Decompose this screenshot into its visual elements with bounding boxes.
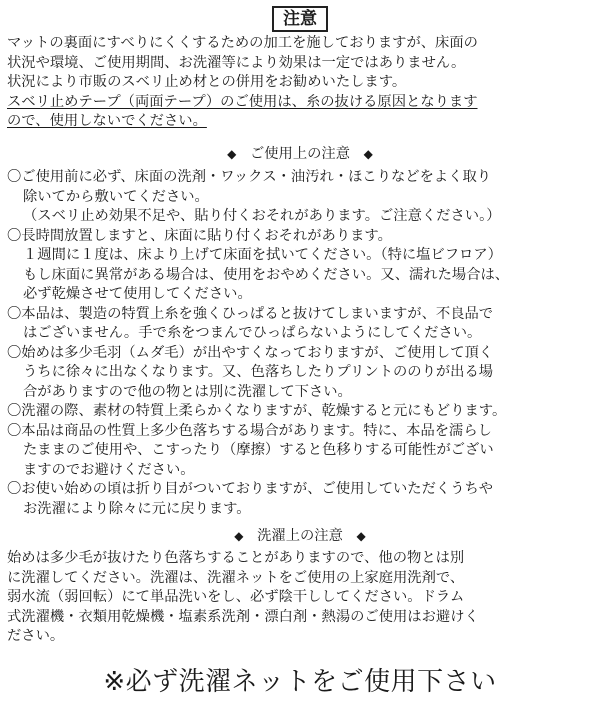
item-line: もし床面に異常がある場合は、使用をおやめください。又、濡れた場合は、 xyxy=(23,266,510,283)
item-line: 〇始めは多少毛羽（ムダ毛）が出やすくなっておりますが、ご使用して頂く xyxy=(7,344,494,361)
washing-line: 弱水流（弱回転）にて単品洗いをし、必ず陰干ししてください。ドラム xyxy=(7,589,465,605)
washing-heading-text: 洗濯上の注意 xyxy=(257,528,343,544)
washing-line: 始めは多少毛が抜けたり色落ちすることがありますので、他の物とは別 xyxy=(7,550,465,566)
list-item xyxy=(7,344,597,403)
list-item xyxy=(7,168,597,227)
washing-heading xyxy=(0,527,600,546)
washing-line: 式洗濯機・衣類用乾燥機・塩素系洗剤・漂白剤・熱湯のご使用はお避けく xyxy=(7,608,479,625)
page-title: 注意 xyxy=(272,6,328,32)
item-line: お洗濯により除々に元に戻ります。 xyxy=(23,500,251,517)
item-line: 〇長時間放置しますと、床面に貼り付くおそれがあります。 xyxy=(7,227,392,244)
diamond-icon: ◆ xyxy=(227,147,237,161)
item-line: 〇ご使用前に必ず、床面の洗剤・ワックス・油汚れ・ほこりなどをよく取り xyxy=(7,169,492,185)
list-item xyxy=(7,305,597,344)
intro-line: 状況や環境、ご使用期間、お洗濯等により効果は一定ではありません。 xyxy=(7,54,466,71)
item-line: 必ず乾燥させて使用してください。 xyxy=(23,286,252,302)
washing-paragraph xyxy=(7,549,597,647)
list-item xyxy=(7,480,597,519)
usage-list xyxy=(7,168,597,519)
item-line: うちに徐々に出なくなります。又、色落ちしたりプリントののりが出る場 xyxy=(23,364,494,380)
washing-line: ださい。 xyxy=(7,628,65,644)
item-line: １週間に１度は、床より上げて床面を拭いてください。（特に塩ビフロア） xyxy=(23,247,502,263)
item-line: 〇洗濯の際、素材の特質上柔らかくなりますが、乾燥すると元にもどります。 xyxy=(7,403,507,419)
item-line: 〇お使い始めの頃は折り目がついておりますが、ご使用していただくうちや xyxy=(7,481,494,497)
item-line: 除いてから敷いてください。 xyxy=(23,188,209,205)
bottom-note: ※必ず洗濯ネットをご使用下さい xyxy=(103,667,497,697)
list-item xyxy=(7,402,597,422)
intro-line: 状況により市販のスベリ止め材との併用をお勧めいたします。 xyxy=(7,74,407,90)
diamond-icon: ◆ xyxy=(356,529,366,543)
diamond-icon: ◆ xyxy=(363,147,373,161)
diamond-icon: ◆ xyxy=(234,529,244,543)
washing-line: に洗濯してください。洗濯は、洗濯ネットをご使用の上家庭用洗剤で、 xyxy=(7,569,465,586)
item-line: 〇本品は商品の性質上多少色落ちする場合があります。特に、本品を濡らし xyxy=(7,422,492,439)
item-line: （スベリ止め効果不足や、貼り付くおそれがあります。ご注意ください。） xyxy=(23,208,501,224)
intro-warning-line: ので、使用しないでください。 xyxy=(7,113,207,129)
title-area xyxy=(0,6,600,32)
usage-heading xyxy=(0,145,600,164)
list-item xyxy=(7,227,597,305)
item-line: 〇本品は、製造の特質上糸を強くひっぱると抜けてしまいますが、不良品で xyxy=(7,305,494,322)
intro-warning-line: スベリ止めテープ（両面テープ）のご使用は、糸の抜ける原因となります xyxy=(7,93,478,110)
usage-heading-text: ご使用上の注意 xyxy=(249,146,351,162)
item-line: たままのご使用や、こすったり（摩擦）すると色移りする可能性がござい xyxy=(23,442,494,458)
list-item xyxy=(7,422,597,481)
intro-paragraph xyxy=(7,34,597,132)
intro-line: マットの裏面にすべりにくくするための加工を施しておりますが、床面の xyxy=(7,35,478,51)
item-line: はございません。手で糸をつまんでひっぱらないようにしてください。 xyxy=(23,325,482,341)
item-line: ますのでお避けください。 xyxy=(23,461,195,478)
item-line: 合がありますので他の物とは別に洗濯して下さい。 xyxy=(23,383,352,400)
